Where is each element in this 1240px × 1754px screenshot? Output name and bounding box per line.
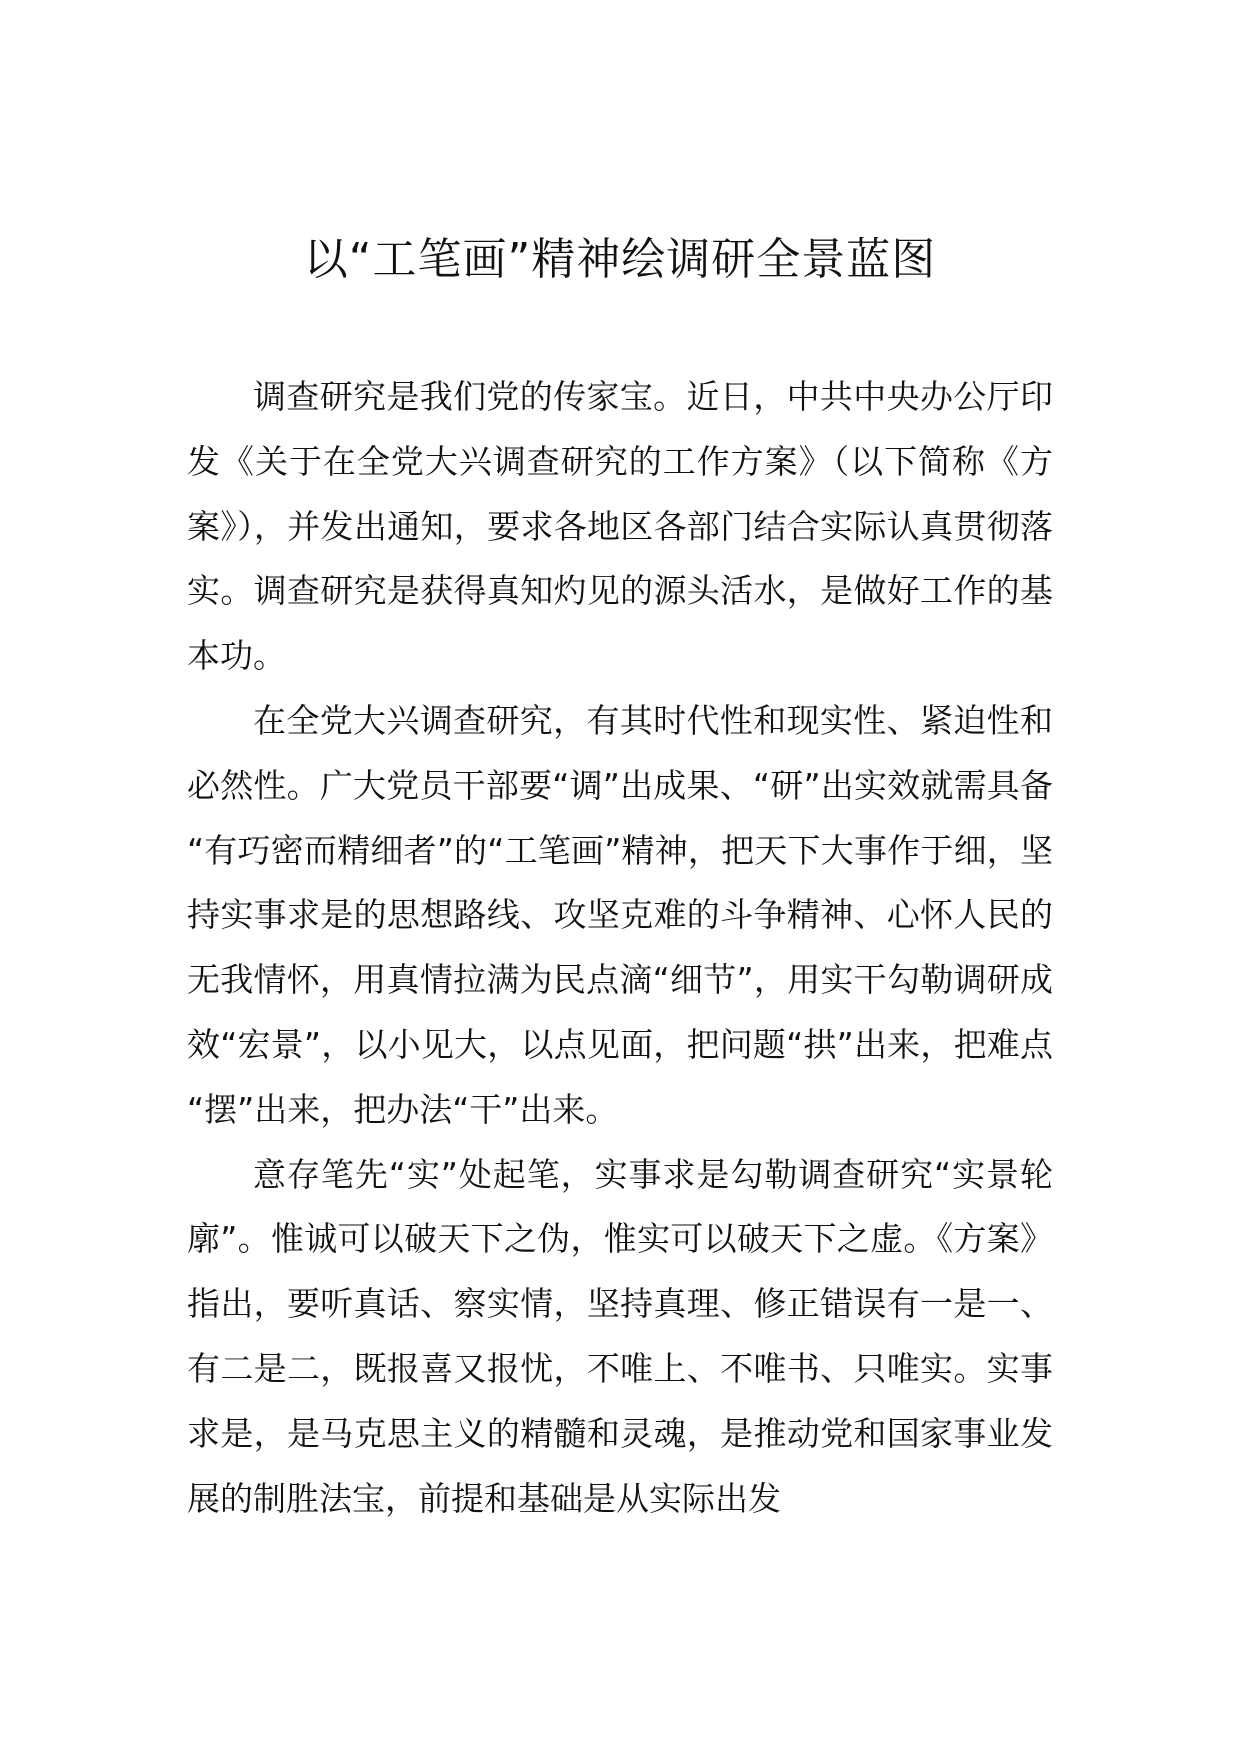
paragraph-1: 调查研究是我们党的传家宝。近日，中共中央办公厅印发《关于在全党大兴调查研究的工作方案》（以下简称《方案》），并发出通知，要求各地区各部门结合实际认真贯彻落实。调查研究是获得真知灼见的源头活水，是做好工作的基本功。 xyxy=(187,377,1053,676)
document-body xyxy=(187,365,1053,1531)
document-title: 以“工笔画”精神绘调研全景蓝图 xyxy=(303,234,937,285)
paragraph-3: 意存笔先“实”处起笔，实事求是勾勒调查研究“实景轮廓”。惟诚可以破天下之伪，惟实可以破天下之虚。《方案》指出，要听真话、察实情，坚持真理、修正错误有一是一、有二是二，既报喜又报忧，不唯上、不唯书、只唯实。实事求是，是马克思主义的精髓和灵魂，是推动党和国家事业发展的制胜法宝，前提和基础是从实际出发 xyxy=(187,1154,1053,1518)
paragraph-2: 在全党大兴调查研究，有其时代性和现实性、紧迫性和必然性。广大党员干部要“调”出成果、“研”出实效就需具备“有巧密而精细者”的“工笔画”精神，把天下大事作于细，坚持实事求是的思想路线、攻坚克难的斗争精神、心怀人民的无我情怀，用真情拉满为民点滴“细节”，用实干勾勒调研成效“宏景”，以小见大，以点见面，把问题“拱”出来，把难点“摆”出来，把办法“干”出来。 xyxy=(187,700,1053,1129)
